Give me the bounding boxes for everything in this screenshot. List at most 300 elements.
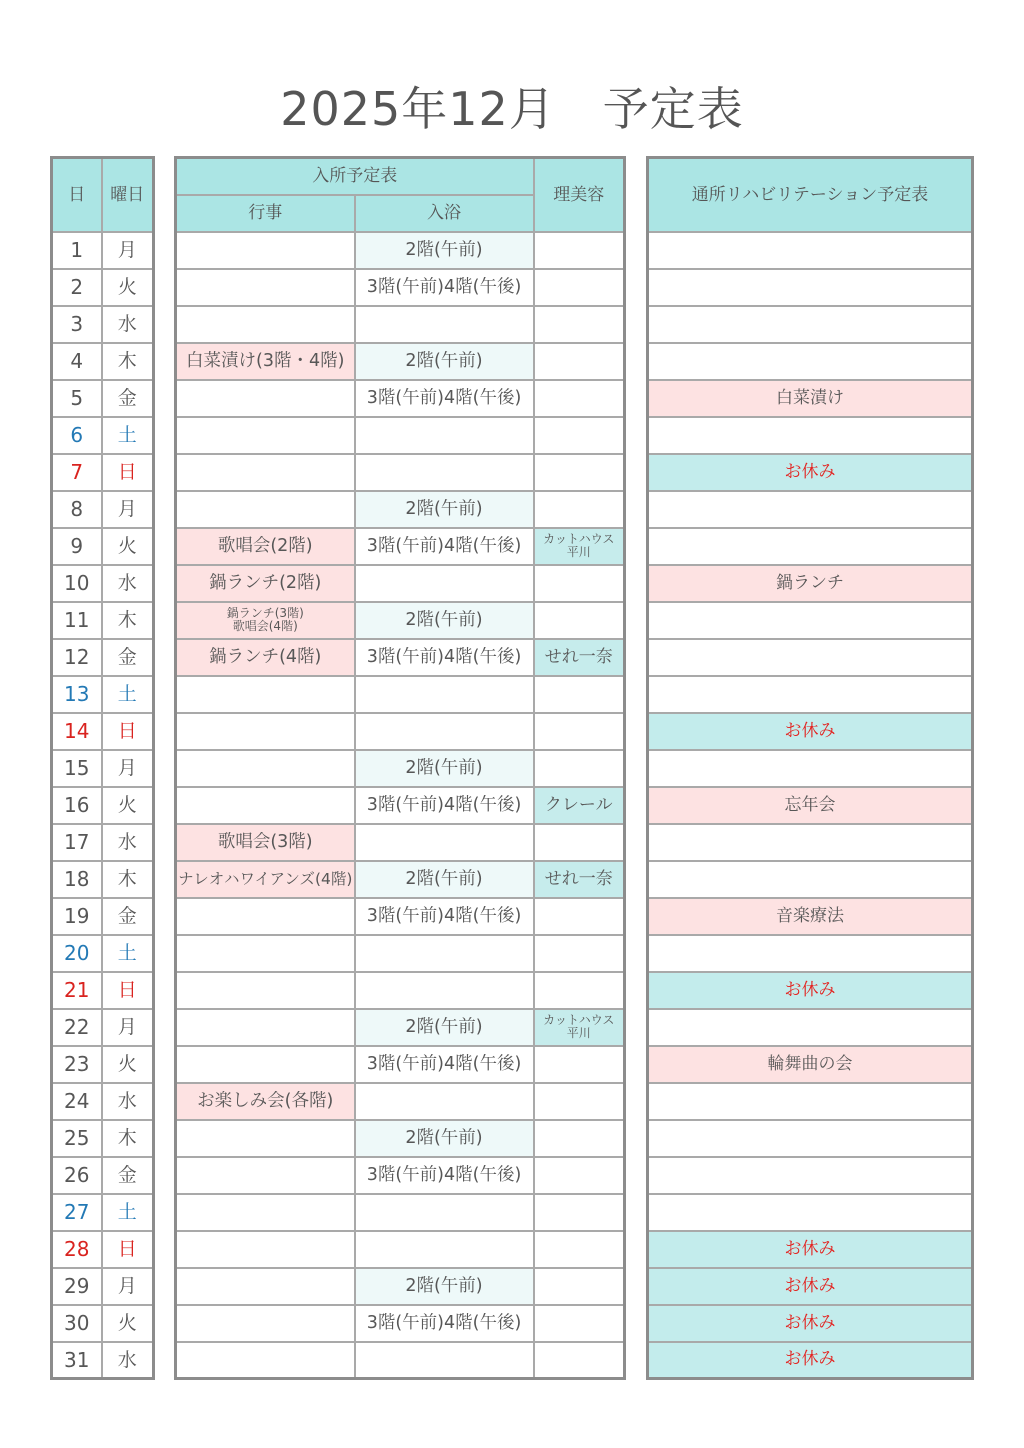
daycare-text: 忘年会 [784,794,836,815]
day-row [52,380,154,417]
daycare-cell [648,454,973,491]
date-cell [52,565,102,602]
daycare-row [648,602,973,639]
salon-cell [534,1194,625,1231]
daycare-row [648,1009,973,1046]
date-label: 29 [64,1274,90,1298]
salon-cell [534,417,625,454]
daycare-row [648,306,973,343]
bath-text: 2階(午前) [405,498,483,519]
salon-text-content [535,647,624,668]
weekday-cell [102,306,154,343]
date-cell [52,972,102,1009]
event-cell [176,1120,355,1157]
day-row [52,232,154,269]
daycare-text-content [649,462,971,483]
event-text: 歌唱会(3階) [217,831,313,852]
date-cell [52,306,102,343]
date-cell [52,824,102,861]
bath-text: 2階(午前) [405,350,483,371]
event-text: 歌唱会(2階) [217,535,313,556]
bath-cell [355,787,534,824]
date-cell [52,639,102,676]
date-label: 4 [70,349,84,373]
bath-cell [355,1231,534,1268]
schedule-row [176,417,625,454]
salon-cell [534,232,625,269]
bath-text-content [356,795,533,816]
date-cell [52,713,102,750]
daycare-text-content [649,721,971,742]
weekday-cell [102,1083,154,1120]
event-cell [176,417,355,454]
schedule-row [176,1194,625,1231]
event-text-content [177,832,354,853]
weekday-label: 水 [117,313,137,335]
salon-text-content [535,1014,624,1040]
date-label: 12 [64,645,90,669]
daycare-text-content [649,1239,971,1260]
salon-cell [534,1009,625,1046]
date-label: 27 [64,1200,90,1224]
weekday-label: 水 [117,572,137,594]
date-cell [52,491,102,528]
day-row [52,1009,154,1046]
event-cell [176,491,355,528]
daycare-row [648,1305,973,1342]
date-label: 18 [64,867,90,891]
daycare-row [648,713,973,750]
salon-cell [534,343,625,380]
date-cell [52,1046,102,1083]
bath-cell [355,232,534,269]
bath-text-content [356,1017,533,1038]
daycare-cell [648,1194,973,1231]
bath-text: 3階(午前)4階(午後) [366,1053,522,1074]
bath-cell [355,898,534,935]
bath-text-content [356,906,533,927]
bath-text: 2階(午前) [405,1275,483,1296]
date-cell [52,528,102,565]
bath-cell [355,676,534,713]
date-label: 5 [70,386,84,410]
weekday-cell [102,750,154,787]
weekday-label: 木 [117,1127,137,1149]
salon-text: カットハウス [543,533,615,546]
salon-cell [534,454,625,491]
bath-cell [355,713,534,750]
bath-text: 3階(午前)4階(午後) [366,905,522,926]
event-cell [176,1083,355,1120]
schedule-row [176,306,625,343]
bath-text: 2階(午前) [405,1127,483,1148]
bath-text-content [356,647,533,668]
schedule-row [176,1268,625,1305]
daycare-text-content [649,388,971,409]
schedule-row [176,1342,625,1379]
salon-cell [534,380,625,417]
weekday-cell [102,1268,154,1305]
schedule-row [176,1009,625,1046]
date-label: 6 [70,423,84,447]
salon-text: クレール [544,794,613,815]
daycare-row [648,898,973,935]
date-label: 19 [64,904,90,928]
bath-cell [355,491,534,528]
schedule-row [176,713,625,750]
day-row [52,1194,154,1231]
weekday-cell [102,1231,154,1268]
weekday-label: 月 [117,498,137,520]
daycare-cell [648,232,973,269]
weekday-label: 日 [117,720,137,742]
event-cell [176,713,355,750]
date-label: 25 [64,1126,90,1150]
bath-cell [355,750,534,787]
daycare-text: 白菜漬け [776,387,844,408]
schedule-row [176,639,625,676]
daycare-cell [648,1305,973,1342]
daycare-cell [648,1157,973,1194]
day-row [52,1120,154,1157]
event-cell [176,935,355,972]
weekday-label: 木 [117,350,137,372]
weekday-label: 火 [117,276,137,298]
daycare-row [648,676,973,713]
daycare-cell [648,713,973,750]
bath-cell [355,1046,534,1083]
bath-cell [355,824,534,861]
salon-cell [534,269,625,306]
bath-text-content [356,1128,533,1149]
weekday-cell [102,713,154,750]
salon-cell [534,787,625,824]
salon-cell [534,935,625,972]
bath-text-content [356,536,533,557]
daycare-cell [648,417,973,454]
event-text: 鍋ランチ(4階) [209,646,322,667]
weekday-label: 月 [117,757,137,779]
daycare-row [648,1120,973,1157]
date-label: 21 [64,978,90,1002]
event-cell [176,898,355,935]
event-text-content [177,869,354,890]
daycare-row [648,935,973,972]
daycare-row [648,380,973,417]
day-row [52,269,154,306]
date-label: 8 [70,497,84,521]
bath-cell [355,1009,534,1046]
date-label: 14 [64,719,90,743]
header-weekday: 曜日 [102,158,154,232]
bath-text-content [356,388,533,409]
daycare-row [648,1231,973,1268]
event-text-content [177,607,354,633]
bath-text: 2階(午前) [405,757,483,778]
daycare-cell [648,602,973,639]
date-label: 10 [64,571,90,595]
day-row [52,1305,154,1342]
date-label: 3 [70,312,84,336]
day-row [52,491,154,528]
bath-text: 2階(午前) [405,609,483,630]
weekday-label: 木 [117,868,137,890]
event-cell [176,269,355,306]
daycare-cell [648,528,973,565]
salon-cell [534,1231,625,1268]
header-events: 行事 [176,195,355,232]
weekday-cell [102,232,154,269]
weekday-label: 土 [117,942,137,964]
date-cell [52,1305,102,1342]
schedule-row [176,1157,625,1194]
weekday-label: 金 [117,1164,137,1186]
event-cell [176,1268,355,1305]
weekday-label: 木 [117,609,137,631]
date-label: 9 [70,534,84,558]
daycare-text-content [649,1276,971,1297]
bath-text: 3階(午前)4階(午後) [366,794,522,815]
date-label: 22 [64,1015,90,1039]
schedule-row [176,1083,625,1120]
bath-text: 2階(午前) [405,1016,483,1037]
daycare-text-content [649,1349,971,1370]
salon-text: せれ一奈 [544,868,613,889]
day-row [52,306,154,343]
day-row [52,935,154,972]
weekday-cell [102,1194,154,1231]
day-row [52,750,154,787]
date-cell [52,787,102,824]
event-cell [176,454,355,491]
bath-text-content [356,277,533,298]
day-row [52,528,154,565]
event-cell [176,232,355,269]
header-daycare: 通所リハビリテーション予定表 [648,158,973,232]
weekday-cell [102,824,154,861]
daycare-cell [648,306,973,343]
event-cell [176,528,355,565]
day-row [52,861,154,898]
weekday-label: 火 [117,794,137,816]
date-cell [52,269,102,306]
date-cell [52,1231,102,1268]
event-cell [176,1305,355,1342]
weekday-label: 土 [117,424,137,446]
weekday-label: 月 [117,1016,137,1038]
weekday-cell [102,380,154,417]
daycare-text: お休み [784,461,836,482]
date-label: 17 [64,830,90,854]
date-cell [52,861,102,898]
bath-cell [355,417,534,454]
weekday-label: 火 [117,535,137,557]
salon-cell [534,639,625,676]
event-text: 歌唱会(4階) [232,619,298,633]
day-row [52,1231,154,1268]
event-cell [176,1231,355,1268]
bath-text-content [356,758,533,779]
daycare-cell [648,1009,973,1046]
date-label: 30 [64,1311,90,1335]
daycare-row [648,787,973,824]
weekday-label: 水 [117,1090,137,1112]
bath-text: 3階(午前)4階(午後) [366,387,522,408]
weekday-label: 水 [117,831,137,853]
bath-cell [355,1120,534,1157]
daycare-cell [648,343,973,380]
header-row [648,158,973,195]
date-label: 15 [64,756,90,780]
weekday-cell [102,639,154,676]
bath-cell [355,935,534,972]
weekday-cell [102,269,154,306]
daycare-text: お休み [784,979,836,1000]
daycare-text-content [649,980,971,1001]
daycare-text-content [649,906,971,927]
event-text-content [177,647,354,668]
schedule-row [176,1120,625,1157]
date-cell [52,1194,102,1231]
weekday-cell [102,1009,154,1046]
weekday-label: 日 [117,1238,137,1260]
schedule-row [176,898,625,935]
page-title: 2025年12月 予定表 [280,82,744,136]
date-label: 20 [64,941,90,965]
day-row [52,898,154,935]
header-salon: 理美容 [534,158,625,232]
daycare-row [648,750,973,787]
weekday-label: 土 [117,1201,137,1223]
weekday-label: 月 [117,1275,137,1297]
weekday-label: 火 [117,1053,137,1075]
daycare-row [648,1342,973,1379]
salon-cell [534,972,625,1009]
daycare-text: 輪舞曲の会 [767,1053,853,1074]
daycare-cell [648,787,973,824]
day-row [52,713,154,750]
residential-table [174,156,626,1380]
bath-text: 3階(午前)4階(午後) [366,1312,522,1333]
bath-cell [355,1083,534,1120]
day-row [52,1342,154,1379]
date-cell [52,1083,102,1120]
schedule-row [176,528,625,565]
date-label: 24 [64,1089,90,1113]
weekday-cell [102,565,154,602]
weekday-cell [102,454,154,491]
day-row [52,972,154,1009]
event-cell [176,787,355,824]
schedule-row [176,972,625,1009]
event-cell [176,1342,355,1379]
weekday-cell [102,1305,154,1342]
header-bath: 入浴 [355,195,534,232]
schedule-row [176,861,625,898]
daycare-cell [648,491,973,528]
event-text-content [177,1091,354,1112]
bath-text-content [356,240,533,261]
bath-text-content [356,351,533,372]
date-label: 28 [64,1237,90,1261]
bath-text-content [356,610,533,631]
daycare-row [648,1046,973,1083]
salon-cell [534,1157,625,1194]
daycare-cell [648,639,973,676]
salon-text: カットハウス [543,1014,615,1027]
daycare-cell [648,935,973,972]
event-cell [176,750,355,787]
date-cell [52,676,102,713]
date-cell [52,1157,102,1194]
daycare-cell [648,1120,973,1157]
salon-cell [534,1268,625,1305]
bath-cell [355,528,534,565]
daycare-row [648,417,973,454]
day-row [52,565,154,602]
bath-cell [355,454,534,491]
weekday-cell [102,1342,154,1379]
bath-cell [355,639,534,676]
day-row [52,676,154,713]
date-cell [52,602,102,639]
bath-text-content [356,1313,533,1334]
daycare-cell [648,676,973,713]
daycare-cell [648,824,973,861]
bath-cell [355,972,534,1009]
event-cell [176,602,355,639]
day-row [52,1157,154,1194]
daycare-row [648,565,973,602]
event-cell [176,972,355,1009]
bath-text: 3階(午前)4階(午後) [366,535,522,556]
bath-cell [355,269,534,306]
header-residential: 入所予定表 [176,158,534,195]
schedule-row [176,343,625,380]
daycare-text-content [649,1054,971,1075]
daycare-row [648,1194,973,1231]
schedule-row [176,232,625,269]
date-label: 16 [64,793,90,817]
event-cell [176,1046,355,1083]
event-cell [176,565,355,602]
day-row [52,343,154,380]
daycare-text: お休み [784,1312,836,1333]
daycare-text: 音楽療法 [776,905,844,926]
bath-cell [355,380,534,417]
date-cell [52,1009,102,1046]
bath-cell [355,861,534,898]
date-cell [52,232,102,269]
bath-text-content [356,1276,533,1297]
bath-text: 2階(午前) [405,868,483,889]
weekday-label: 火 [117,1312,137,1334]
bath-text-content [356,869,533,890]
event-text-content [177,351,354,372]
date-label: 11 [64,608,90,632]
bath-text-content [356,499,533,520]
bath-cell [355,1157,534,1194]
bath-text-content [356,1054,533,1075]
bath-text: 3階(午前)4階(午後) [366,276,522,297]
daycare-cell [648,898,973,935]
daycare-table [646,156,974,1380]
weekday-label: 金 [117,646,137,668]
event-text: 白菜漬け(3階・4階) [186,350,345,371]
daycare-row [648,824,973,861]
schedule-row [176,380,625,417]
weekday-cell [102,861,154,898]
